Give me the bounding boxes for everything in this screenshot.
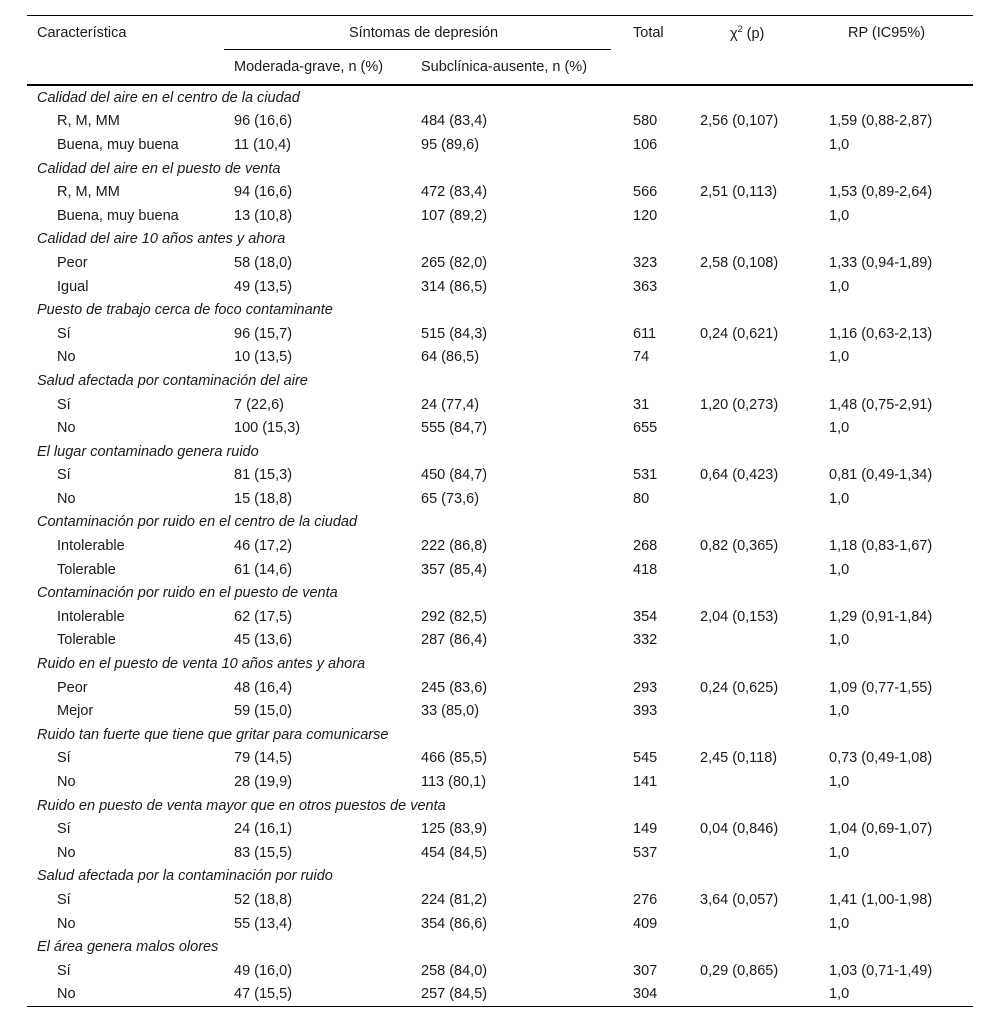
cell-total: 566 (633, 184, 658, 201)
cell-total: 537 (633, 844, 658, 861)
group-title: Salud afectada por contaminación del aire (37, 372, 308, 389)
cell-total: 293 (633, 679, 658, 696)
table-row (27, 747, 973, 771)
cell-moderada: 59 (15,0) (234, 703, 293, 720)
group-row (27, 85, 973, 110)
cell-chi (695, 346, 824, 370)
row-label: No (57, 490, 76, 507)
cell-total: 141 (633, 774, 658, 791)
cell-moderada: 49 (13,5) (234, 278, 293, 295)
table-row (27, 322, 973, 346)
cell-total: 323 (633, 254, 658, 271)
row-label: Tolerable (57, 561, 116, 578)
cell-subclinica: 257 (84,5) (411, 983, 623, 1007)
cell-total: 149 (633, 821, 658, 838)
group-row (27, 157, 973, 181)
row-label: Igual (57, 278, 89, 295)
cell-total: 409 (633, 915, 658, 932)
row-label: Peor (57, 254, 88, 271)
cell-total: 268 (633, 538, 658, 555)
header-moderada: Moderada-grave, n (%) (224, 50, 411, 85)
row-label: R, M, MM (57, 113, 120, 130)
cell-subclinica: 24 (77,4) (421, 396, 480, 413)
table-row (27, 110, 973, 134)
header-subclinica: Subclínica-ausente, n (%) (411, 50, 623, 85)
cell-subclinica: 222 (86,8) (421, 538, 488, 555)
group-row (27, 723, 973, 747)
cell-total: 393 (633, 703, 658, 720)
table-row (27, 558, 973, 582)
cell-rp: 1,0 (829, 561, 850, 578)
table-row (27, 346, 973, 370)
cell-total: 276 (633, 891, 658, 908)
cell-moderada: 13 (10,8) (234, 207, 293, 224)
cell-rp: 1,59 (0,88-2,87) (829, 113, 933, 130)
cell-subclinica: 107 (89,2) (421, 207, 488, 224)
row-label: Buena, muy buena (57, 207, 179, 224)
cell-subclinica: 95 (89,6) (421, 136, 480, 153)
cell-chi (695, 487, 824, 511)
group-row (27, 369, 973, 393)
group-row (27, 298, 973, 322)
cell-chi (695, 275, 824, 299)
group-row (27, 581, 973, 605)
cell-total: 531 (633, 467, 658, 484)
table-row (27, 888, 973, 912)
table-row (27, 605, 973, 629)
group-row (27, 511, 973, 535)
cell-rp: 1,33 (0,94-1,89) (829, 254, 933, 271)
cell-subclinica: 484 (83,4) (421, 113, 488, 130)
cell-chi (695, 416, 824, 440)
row-label: Buena, muy buena (57, 136, 179, 153)
cell-subclinica: 314 (86,5) (421, 278, 488, 295)
cell-chi (695, 558, 824, 582)
cell-rp: 1,0 (829, 207, 850, 224)
cell-subclinica: 454 (84,5) (421, 844, 488, 861)
cell-rp: 1,0 (829, 915, 850, 932)
cell-total: 332 (633, 632, 658, 649)
cell-rp: 1,41 (1,00-1,98) (829, 891, 933, 908)
cell-total: 120 (633, 207, 658, 224)
table-row (27, 251, 973, 275)
cell-chi: 0,24 (0,621) (700, 325, 779, 342)
cell-subclinica: 125 (83,9) (421, 821, 488, 838)
row-label: Sí (57, 962, 71, 979)
table-header (27, 16, 973, 86)
cell-rp: 1,0 (829, 420, 850, 437)
cell-moderada: 96 (15,7) (234, 325, 293, 342)
cell-chi: 0,82 (0,365) (700, 538, 779, 555)
cell-chi (695, 770, 824, 794)
group-row (27, 794, 973, 818)
cell-chi: 2,56 (0,107) (700, 113, 779, 130)
cell-chi (695, 983, 824, 1007)
header-rp: RP (IC95%) (824, 16, 973, 51)
cell-chi: 2,45 (0,118) (700, 750, 778, 767)
row-label: No (27, 983, 224, 1007)
cell-chi: 2,04 (0,153) (700, 608, 779, 625)
cell-rp: 1,03 (0,71-1,49) (829, 962, 933, 979)
cell-subclinica: 357 (85,4) (421, 561, 488, 578)
cell-chi: 2,51 (0,113) (700, 184, 778, 201)
group-title: Puesto de trabajo cerca de foco contaminante (37, 302, 333, 319)
row-label: Intolerable (57, 608, 125, 625)
header-chi: $\chi^2$ (p) (695, 16, 824, 51)
cell-chi: 0,24 (0,625) (700, 679, 779, 696)
row-label: Intolerable (57, 538, 125, 555)
group-title: Ruido tan fuerte que tiene que gritar para comunicarse (37, 726, 389, 743)
cell-subclinica: 245 (83,6) (421, 679, 488, 696)
table-row (27, 416, 973, 440)
row-label: Sí (57, 325, 71, 342)
row-label: Sí (57, 467, 71, 484)
cell-moderada: 100 (15,3) (234, 420, 301, 437)
group-row (27, 865, 973, 889)
group-title: Contaminación por ruido en el puesto de venta (37, 585, 338, 602)
cell-moderada: 94 (16,6) (234, 184, 293, 201)
cell-total: 354 (633, 608, 658, 625)
header-caracteristica: Característica (27, 16, 224, 51)
cell-rp: 1,0 (829, 136, 850, 153)
cell-moderada: 52 (18,8) (234, 891, 293, 908)
cell-moderada: 48 (16,4) (234, 679, 293, 696)
row-label: Mejor (57, 703, 94, 720)
cell-total: 31 (633, 396, 650, 413)
table-row (27, 841, 973, 865)
table-row (27, 629, 973, 653)
cell-chi (695, 204, 824, 228)
cell-rp: 1,29 (0,91-1,84) (829, 608, 933, 625)
group-title: Ruido en el puesto de venta 10 años antes y ahora (37, 656, 366, 673)
table-row (27, 983, 973, 1007)
cell-subclinica: 33 (85,0) (421, 703, 480, 720)
cell-rp: 1,0 (824, 983, 973, 1007)
cell-moderada: 55 (13,4) (234, 915, 293, 932)
cell-rp: 1,0 (829, 774, 850, 791)
group-row (27, 652, 973, 676)
table-row (27, 699, 973, 723)
data-table (27, 15, 973, 1007)
cell-rp: 1,16 (0,63-2,13) (829, 325, 933, 342)
table-row (27, 487, 973, 511)
table-row (27, 912, 973, 936)
group-title: Calidad del aire en el puesto de venta (37, 160, 281, 177)
cell-moderada: 28 (19,9) (234, 774, 293, 791)
cell-subclinica: 555 (84,7) (421, 420, 488, 437)
group-row (27, 935, 973, 959)
group-row (27, 228, 973, 252)
cell-total: 80 (633, 490, 650, 507)
group-title: El lugar contaminado genera ruido (37, 443, 259, 460)
cell-rp: 1,0 (829, 278, 850, 295)
cell-rp: 1,53 (0,89-2,64) (829, 184, 933, 201)
cell-chi: 1,20 (0,273) (700, 396, 779, 413)
row-label: No (57, 774, 76, 791)
cell-rp: 0,73 (0,49-1,08) (829, 750, 933, 767)
cell-total: 363 (633, 278, 658, 295)
row-label: No (57, 420, 76, 437)
cell-total: 655 (633, 420, 658, 437)
row-label: Tolerable (57, 632, 116, 649)
row-label: No (57, 915, 76, 932)
cell-moderada: 81 (15,3) (234, 467, 293, 484)
cell-moderada: 24 (16,1) (234, 821, 293, 838)
cell-subclinica: 287 (86,4) (421, 632, 488, 649)
table-row (27, 204, 973, 228)
cell-rp: 1,48 (0,75-2,91) (829, 396, 933, 413)
cell-total: 307 (633, 962, 658, 979)
group-title: Ruido en puesto de venta mayor que en otros puestos de venta (37, 797, 446, 814)
cell-subclinica: 265 (82,0) (421, 254, 488, 271)
cell-moderada: 61 (14,6) (234, 561, 293, 578)
row-label: Sí (57, 396, 71, 413)
cell-total: 74 (633, 349, 650, 366)
table-row (27, 817, 973, 841)
table-row (27, 770, 973, 794)
cell-subclinica: 515 (84,3) (421, 325, 488, 342)
table-row (27, 275, 973, 299)
cell-rp: 1,18 (0,83-1,67) (829, 538, 933, 555)
cell-moderada: 62 (17,5) (234, 608, 293, 625)
row-label: Sí (57, 891, 71, 908)
cell-rp: 1,0 (829, 490, 850, 507)
cell-subclinica: 65 (73,6) (421, 490, 480, 507)
table-row (27, 180, 973, 204)
cell-moderada: 96 (16,6) (234, 113, 293, 130)
cell-moderada: 11 (10,4) (234, 136, 291, 153)
cell-chi: 0,04 (0,846) (700, 821, 779, 838)
table-row (27, 393, 973, 417)
table-row (27, 464, 973, 488)
group-title: Calidad del aire 10 años antes y ahora (37, 231, 286, 248)
row-label: R, M, MM (57, 184, 120, 201)
cell-chi: 2,58 (0,108) (700, 254, 779, 271)
cell-moderada: 79 (14,5) (234, 750, 293, 767)
cell-chi (695, 699, 824, 723)
table-body (27, 85, 973, 1007)
cell-chi: 0,29 (0,865) (700, 962, 779, 979)
cell-subclinica: 450 (84,7) (421, 467, 488, 484)
cell-rp: 1,0 (829, 632, 850, 649)
cell-rp: 1,0 (829, 844, 850, 861)
cell-chi (695, 133, 824, 157)
cell-total: 611 (633, 325, 657, 342)
cell-subclinica: 258 (84,0) (421, 962, 488, 979)
cell-moderada: 46 (17,2) (234, 538, 293, 555)
cell-total: 545 (633, 750, 658, 767)
cell-rp: 1,04 (0,69-1,07) (829, 821, 933, 838)
cell-moderada: 58 (18,0) (234, 254, 293, 271)
cell-moderada: 83 (15,5) (234, 844, 293, 861)
table-row (27, 534, 973, 558)
cell-rp: 0,81 (0,49-1,34) (829, 467, 933, 484)
table-container (27, 15, 973, 1007)
row-label: No (57, 844, 76, 861)
group-title: Contaminación por ruido en el centro de la ciudad (37, 514, 358, 531)
group-row (27, 440, 973, 464)
cell-chi: 3,64 (0,057) (700, 891, 779, 908)
cell-subclinica: 472 (83,4) (421, 184, 488, 201)
table-row (27, 676, 973, 700)
cell-chi (695, 629, 824, 653)
cell-moderada: 49 (16,0) (234, 962, 293, 979)
cell-rp: 1,0 (829, 349, 850, 366)
cell-chi (695, 841, 824, 865)
cell-subclinica: 64 (86,5) (421, 349, 480, 366)
row-label: Peor (57, 679, 88, 696)
cell-total: 418 (633, 561, 658, 578)
table-row (27, 959, 973, 983)
cell-moderada: 7 (22,6) (234, 396, 284, 413)
cell-total: 304 (623, 983, 695, 1007)
cell-moderada: 45 (13,6) (234, 632, 293, 649)
cell-subclinica: 354 (86,6) (421, 915, 488, 932)
cell-subclinica: 224 (81,2) (421, 891, 488, 908)
cell-moderada: 47 (15,5) (224, 983, 411, 1007)
header-blank (27, 50, 224, 85)
group-title: Salud afectada por la contaminación por ruido (37, 868, 333, 885)
cell-moderada: 10 (13,5) (234, 349, 293, 366)
group-title: El área genera malos olores (37, 939, 219, 956)
cell-total: 580 (633, 113, 658, 130)
cell-subclinica: 292 (82,5) (421, 608, 488, 625)
cell-moderada: 15 (18,8) (234, 490, 293, 507)
row-label: No (57, 349, 76, 366)
header-total: Total (623, 16, 695, 51)
cell-chi (695, 912, 824, 936)
cell-rp: 1,09 (0,77-1,55) (829, 679, 933, 696)
row-label: Sí (57, 821, 71, 838)
header-sintomas: Síntomas de depresión (224, 16, 623, 51)
cell-chi: 0,64 (0,423) (700, 467, 779, 484)
cell-subclinica: 466 (85,5) (421, 750, 488, 767)
table-row (27, 133, 973, 157)
cell-total: 106 (633, 136, 658, 153)
cell-subclinica: 113 (80,1) (421, 774, 487, 791)
cell-rp: 1,0 (829, 703, 850, 720)
group-title: Calidad del aire en el centro de la ciudad (37, 89, 300, 106)
row-label: Sí (57, 750, 71, 767)
